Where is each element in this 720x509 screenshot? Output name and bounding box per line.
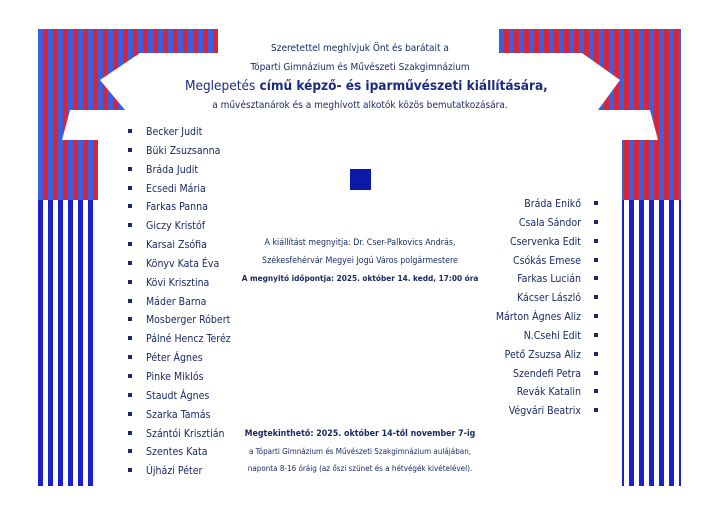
blue-square-ornament	[350, 169, 371, 190]
bullet-icon	[128, 280, 132, 284]
artist-item: Szarka Tamás	[128, 406, 231, 425]
artist-item: Bráda Enikő	[440, 195, 598, 214]
bullet-icon	[594, 220, 598, 224]
bullet-icon	[594, 314, 598, 318]
artist-item: Farkas Panna	[128, 198, 231, 217]
bullet-icon	[128, 167, 132, 171]
bullet-icon	[594, 333, 598, 337]
bullet-icon	[594, 408, 598, 412]
artist-item: Staudt Ágnes	[128, 387, 231, 406]
bullet-icon	[128, 223, 132, 227]
opening-time: A megnyitó időpontja: 2025. október 14. kedd, 17:00 óra	[241, 273, 479, 283]
artist-item: Máder Barna	[128, 293, 231, 312]
artist-item: Becker Judit	[128, 123, 231, 142]
bullet-icon	[128, 393, 132, 397]
artist-item: Végvári Beatrix	[440, 402, 598, 421]
invitation-line-4: a művésztanárok és a meghívott alkotók közös bemutatkozására.	[212, 100, 508, 111]
exhibition-title: Meglepetés	[185, 78, 256, 94]
artist-item: Márton Ágnes Aliz	[440, 308, 598, 327]
artist-item: Pinke Miklós	[128, 368, 231, 387]
exhibition-subtitle: című képző- és iparművészeti kiállítására,	[255, 78, 548, 94]
bullet-icon	[594, 201, 598, 205]
bullet-icon	[128, 468, 132, 472]
artist-item: Giczy Kristóf	[128, 217, 231, 236]
bullet-icon	[594, 276, 598, 280]
bullet-icon	[128, 148, 132, 152]
artist-item: Revák Katalin	[440, 383, 598, 402]
artist-item: Péter Ágnes	[128, 349, 231, 368]
bullet-icon	[128, 204, 132, 208]
artist-item: N.Csehi Edit	[440, 327, 598, 346]
bullet-icon	[128, 186, 132, 190]
artist-item: Újházi Péter	[128, 462, 231, 481]
bullet-icon	[128, 336, 132, 340]
bullet-icon	[128, 129, 132, 133]
artist-item: Szendefi Petra	[440, 365, 598, 384]
artist-item: Könyv Kata Éva	[128, 255, 231, 274]
viewing-dates: Megtekinthető: 2025. október 14-től november 7-ig	[244, 429, 476, 439]
artist-item: Kövi Krisztina	[128, 274, 231, 293]
artist-item: Szentes Kata	[128, 443, 231, 462]
artist-item: Bráda Judit	[128, 161, 231, 180]
bullet-icon	[128, 261, 132, 265]
opening-line-1: A kiállítást megnyitja: Dr. Cser-Palkovics András,	[264, 238, 456, 248]
bullet-icon	[128, 449, 132, 453]
bullet-icon	[594, 295, 598, 299]
artist-item: Cservenka Edit	[440, 233, 598, 252]
artist-item: Karsai Zsófia	[128, 236, 231, 255]
viewing-location: a Tóparti Gimnázium és Művészeti Szakgimnázium aulájában,	[248, 447, 472, 456]
artist-item: Pető Zsuzsa Aliz	[440, 346, 598, 365]
viewing-hours: naponta 8-16 óráig (az őszi szünet és a hétvégék kivételével).	[247, 464, 473, 473]
bullet-icon	[594, 352, 598, 356]
bullet-icon	[594, 389, 598, 393]
bullet-icon	[128, 317, 132, 321]
bullet-icon	[128, 412, 132, 416]
artist-item: Pálné Hencz Teréz	[128, 330, 231, 349]
bullet-icon	[594, 258, 598, 262]
opening-line-2: Székesfehérvár Megyei Jogú Város polgármestere	[262, 256, 458, 266]
bullet-icon	[128, 431, 132, 435]
bullet-icon	[128, 299, 132, 303]
artist-item: Mosberger Róbert	[128, 311, 231, 330]
artist-item: Csókás Emese	[440, 252, 598, 271]
right-artist-list	[440, 195, 598, 421]
artist-item: Csala Sándor	[440, 214, 598, 233]
bullet-icon	[594, 239, 598, 243]
bullet-icon	[128, 374, 132, 378]
bullet-icon	[128, 242, 132, 246]
artist-item: Szántói Krisztián	[128, 425, 231, 444]
invitation-line-3	[185, 78, 548, 94]
bullet-icon	[594, 371, 598, 375]
left-artist-list	[128, 123, 231, 481]
bullet-icon	[128, 355, 132, 359]
artist-item: Büki Zsuzsanna	[128, 142, 231, 161]
artist-item: Kácser László	[440, 289, 598, 308]
invitation-line-2: Tóparti Gimnázium és Művészeti Szakgimnázium	[250, 62, 470, 73]
invitation-line-1: Szeretettel meghívjuk Önt és barátait a	[271, 43, 449, 54]
artist-item: Farkas Lucián	[440, 270, 598, 289]
artist-item: Ecsedi Mária	[128, 180, 231, 199]
